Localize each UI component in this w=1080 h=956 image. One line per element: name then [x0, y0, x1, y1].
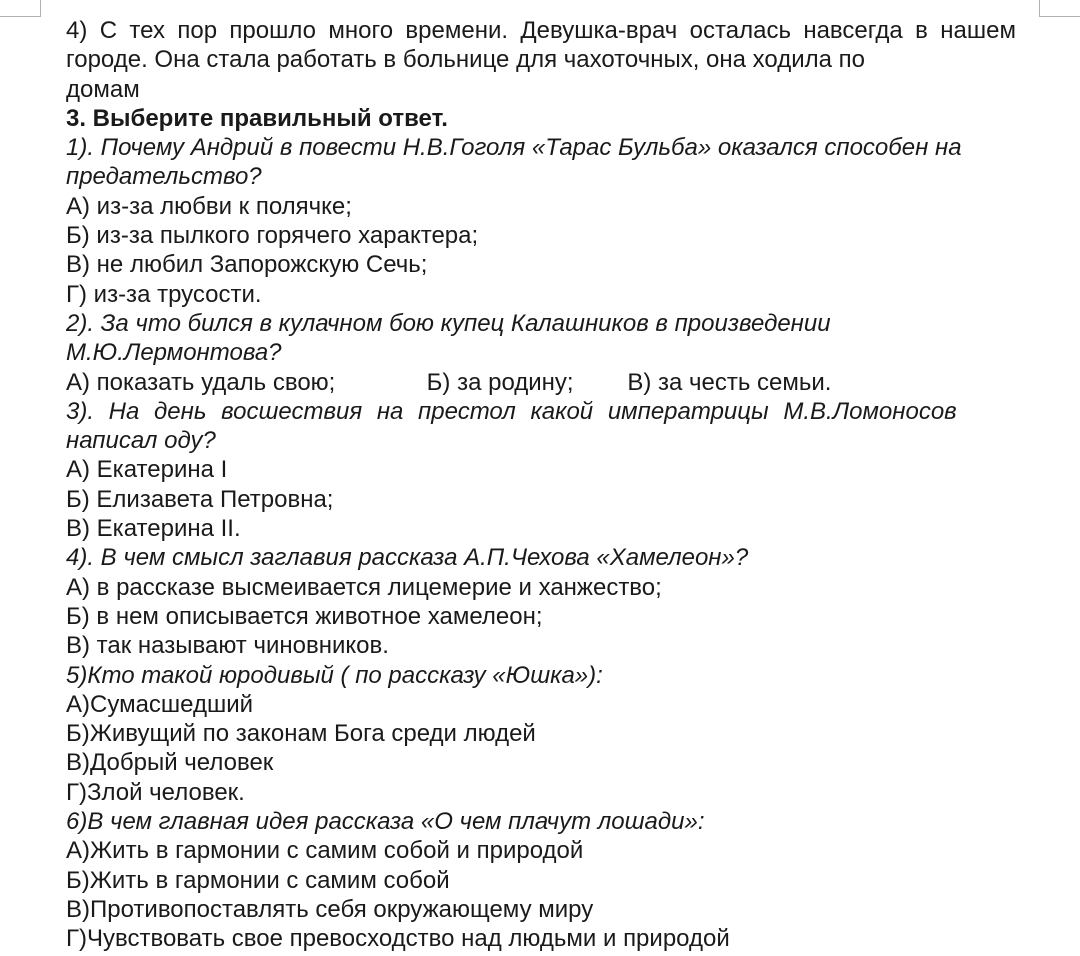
- answer-q4-c: В) так называют чиновников.: [66, 632, 389, 660]
- paragraph-4-tail: домам: [66, 75, 140, 103]
- question-3-line-2: написал оду?: [66, 427, 216, 455]
- answers-q2-row: [66, 368, 1016, 397]
- answer-q1-c: В) не любил Запорожскую Сечь;: [66, 251, 428, 279]
- question-4: 4). В чем смысл заглавия рассказа А.П.Чехова «Хамелеон»?: [66, 544, 749, 572]
- answer-q1-a: А) из-за любви к полячке;: [66, 192, 352, 220]
- page-crop-mark-left: [0, 0, 41, 17]
- paragraph-4: 4) С тех пор прошло много времени. Девушка-врач осталась навсегда в нашем городе. Она стала работать в больнице для чахоточных, она ходила по: [66, 17, 1016, 74]
- answer-q6-a: А)Жить в гармонии с самим собой и природой: [66, 837, 584, 865]
- question-2-line-2: М.Ю.Лермонтова?: [66, 339, 282, 367]
- answer-q3-c: В) Екатерина II.: [66, 515, 241, 543]
- question-2-line-1: 2). За что бился в кулачном бою купец Калашников в произведении: [66, 309, 831, 337]
- answer-q5-d: Г)Злой человек.: [66, 778, 245, 806]
- question-1-line-2: предательство?: [66, 163, 262, 191]
- answer-q5-a: А)Сумасшедший: [66, 690, 254, 718]
- answer-q6-b: Б)Жить в гармонии с самим собой: [66, 866, 450, 894]
- answer-q6-c: В)Противопоставлять себя окружающему миру: [66, 895, 594, 923]
- question-6: 6)В чем главная идея рассказа «О чем плачут лошади»:: [66, 808, 705, 836]
- answer-q1-d: Г) из-за трусости.: [66, 280, 262, 308]
- answer-q6-d: Г)Чувствовать свое превосходство над людьми и природой: [66, 925, 730, 953]
- answer-q3-b: Б) Елизавета Петровна;: [66, 485, 334, 513]
- answer-q4-a: А) в рассказе высмеивается лицемерие и ханжество;: [66, 573, 662, 601]
- answer-q4-b: Б) в нем описывается животное хамелеон;: [66, 602, 543, 630]
- answer-q1-b: Б) из-за пылкого горячего характера;: [66, 222, 479, 250]
- answer-q3-a: А) Екатерина I: [66, 456, 228, 484]
- page-crop-mark-right: [1039, 0, 1080, 17]
- answer-q2-b: Б) за родину;: [426, 368, 574, 396]
- question-3-line-1: 3). На день восшествия на престол какой императрицы М.В.Ломоносов: [66, 397, 957, 425]
- question-5: 5)Кто такой юродивый ( по рассказу «Юшка»):: [66, 661, 603, 689]
- document-page: [66, 16, 1016, 954]
- section-3-title: 3. Выберите правильный ответ.: [66, 104, 448, 132]
- answer-q5-c: В)Добрый человек: [66, 749, 274, 777]
- answer-q2-c: В) за честь семьи.: [627, 368, 832, 396]
- answer-q5-b: Б)Живущий по законам Бога среди людей: [66, 720, 536, 748]
- answer-q2-a: А) показать удаль свою;: [66, 368, 336, 396]
- question-1-line-1: 1). Почему Андрий в повести Н.В.Гоголя «Тарас Бульба» оказался способен на: [66, 134, 962, 162]
